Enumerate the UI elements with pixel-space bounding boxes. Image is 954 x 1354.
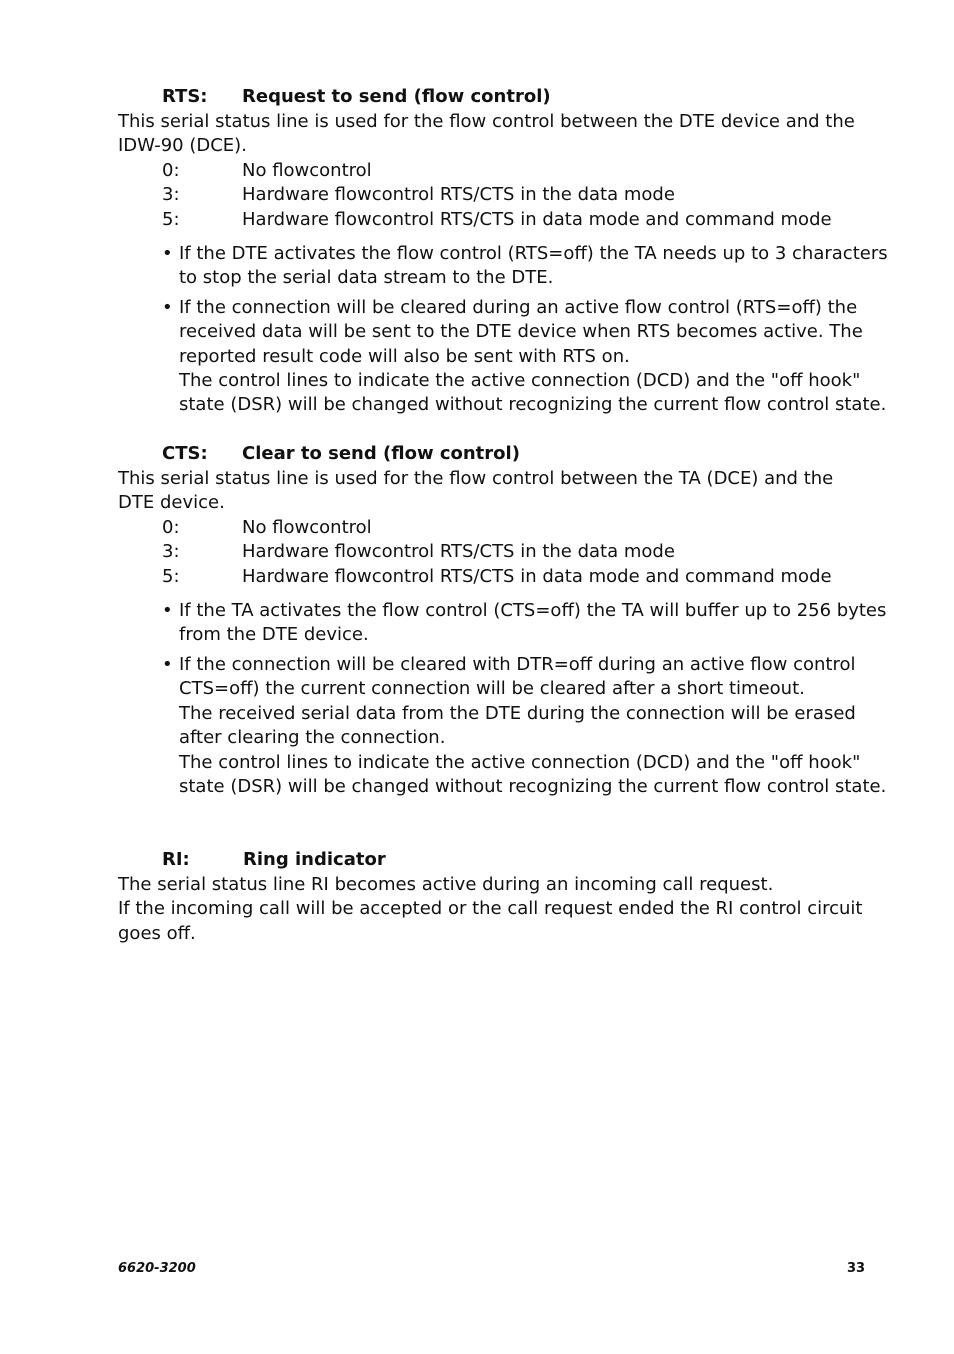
paragraph-line: DTE device. <box>118 492 225 513</box>
bullet-line: The control lines to indicate the active connection (DCD) and the "off hook" <box>179 752 861 773</box>
section-heading: Clear to send (flow control) <box>242 443 520 464</box>
footer-doc-number: 6620-3200 <box>118 1261 196 1276</box>
option-text: Hardware flowcontrol RTS/CTS in data mode and command mode <box>242 209 832 230</box>
bullet-line: If the connection will be cleared during an active flow control (RTS=off) the <box>179 297 858 318</box>
option-text: No flowcontrol <box>242 517 372 538</box>
bullet-line: reported result code will also be sent with RTS on. <box>179 346 630 367</box>
paragraph-line: IDW-90 (DCE). <box>118 135 247 156</box>
bullet-line: after clearing the connection. <box>179 727 446 748</box>
bullet-line: state (DSR) will be changed without recognizing the current flow control state. <box>179 776 887 797</box>
bullet-line: received data will be sent to the DTE device when RTS becomes active. The <box>179 321 863 342</box>
bullet-line: CTS=off) the current connection will be cleared after a short timeout. <box>179 678 805 699</box>
option-text: No flowcontrol <box>242 160 372 181</box>
section-heading: Request to send (flow control) <box>242 86 551 107</box>
option-text: Hardware flowcontrol RTS/CTS in the data mode <box>242 541 675 562</box>
option-code: 5: <box>162 209 180 230</box>
paragraph-line: goes off. <box>118 923 196 944</box>
bullet-line: The control lines to indicate the active connection (DCD) and the "off hook" <box>179 370 861 391</box>
option-code: 5: <box>162 566 180 587</box>
option-text: Hardware flowcontrol RTS/CTS in data mode and command mode <box>242 566 832 587</box>
option-code: 0: <box>162 517 180 538</box>
section-label: CTS: <box>162 443 208 464</box>
bullet-line: The received serial data from the DTE during the connection will be erased <box>179 703 856 724</box>
bullet-line: If the TA activates the flow control (CTS=off) the TA will buffer up to 256 bytes <box>179 600 887 621</box>
option-text: Hardware flowcontrol RTS/CTS in the data mode <box>242 184 675 205</box>
option-code: 3: <box>162 184 180 205</box>
bullet-dot: • <box>162 243 173 264</box>
bullet-line: If the DTE activates the flow control (RTS=off) the TA needs up to 3 characters <box>179 243 888 264</box>
section-label: RI: <box>162 849 190 870</box>
paragraph-line: This serial status line is used for the flow control between the DTE device and the <box>118 111 855 132</box>
footer-page-number: 33 <box>847 1261 866 1276</box>
bullet-dot: • <box>162 600 173 621</box>
option-code: 3: <box>162 541 180 562</box>
bullet-line: from the DTE device. <box>179 624 369 645</box>
bullet-line: state (DSR) will be changed without recognizing the current flow control state. <box>179 394 887 415</box>
paragraph-line: This serial status line is used for the flow control between the TA (DCE) and the <box>118 468 834 489</box>
option-code: 0: <box>162 160 180 181</box>
bullet-dot: • <box>162 297 173 318</box>
bullet-line: If the connection will be cleared with DTR=off during an active flow control <box>179 654 856 675</box>
paragraph-line: If the incoming call will be accepted or the call request ended the RI control circuit <box>118 898 863 919</box>
section-heading: Ring indicator <box>243 849 386 870</box>
section-label: RTS: <box>162 86 208 107</box>
bullet-line: to stop the serial data stream to the DTE. <box>179 267 554 288</box>
bullet-dot: • <box>162 654 173 675</box>
paragraph-line: The serial status line RI becomes active during an incoming call request. <box>118 874 774 895</box>
